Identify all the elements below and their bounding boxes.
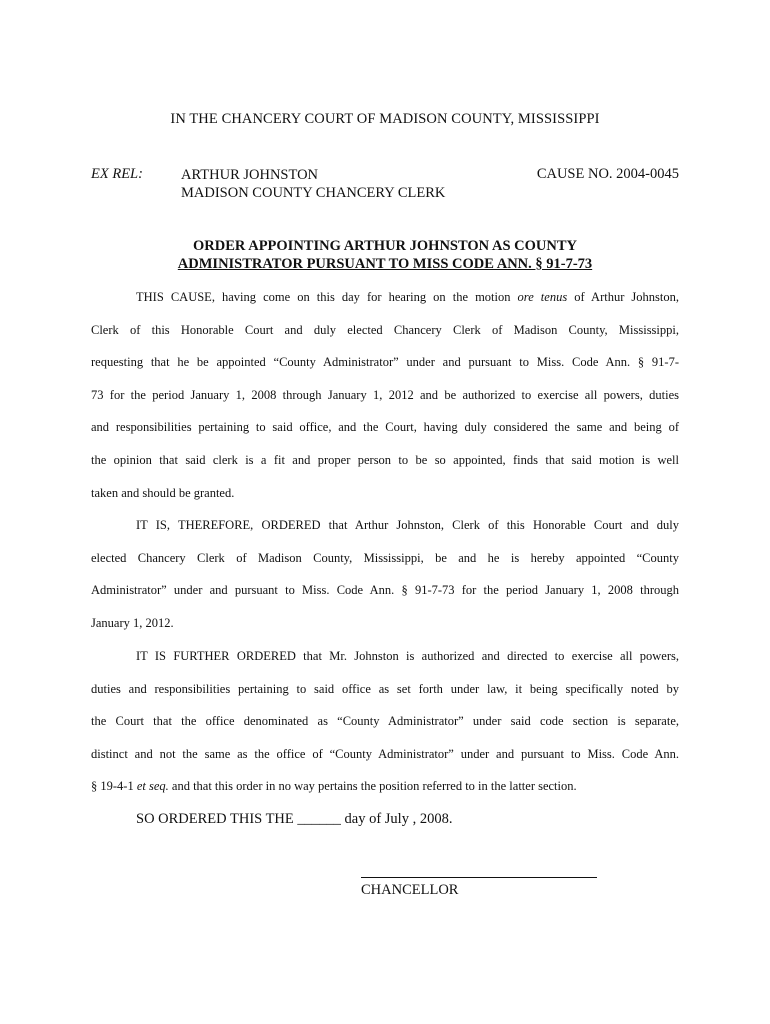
paragraph-1-line: requesting that he be appointed “County Administrator” under and pursuant to Miss. Code Ann. § 91-7-	[91, 355, 679, 370]
paragraph-3-line: § 19-4-1 et seq. and that this order in no way pertains the position referred to in the latter section.	[91, 779, 577, 794]
paragraph-3-line: duties and responsibilities pertaining to said office as set forth under law, it being specifically noted by	[91, 681, 679, 696]
signature-title: CHANCELLOR	[361, 882, 459, 898]
paragraph-2-line: IT IS, THEREFORE, ORDERED that Arthur Johnston, Clerk of this Honorable Court and duly	[136, 518, 679, 532]
so-ordered-line: SO ORDERED THIS THE ______ day of July , 2008.	[136, 811, 453, 827]
paragraph-1-line: Clerk of this Honorable Court and duly elected Chancery Clerk of Madison County, Mississippi,	[91, 322, 679, 337]
order-title	[0, 237, 770, 273]
paragraph-2-line: January 1, 2012.	[91, 615, 174, 630]
paragraph-1-line: the opinion that said clerk is a fit and proper person to be so appointed, finds that said motion is well	[91, 452, 679, 467]
party-block	[181, 166, 445, 202]
party-name: ARTHUR JOHNSTON	[181, 167, 319, 183]
paragraph-2-line: Administrator” under and pursuant to Miss. Code Ann. § 91-7-73 for the period January 1, 2008 through	[91, 583, 679, 598]
paragraph-2	[91, 509, 679, 639]
paragraph-1-line: taken and should be granted.	[91, 485, 235, 500]
ex-rel-label: EX REL:	[91, 166, 143, 182]
paragraph-1-line: and responsibilities pertaining to said office, and the Court, having duly considered the same and being of	[91, 420, 679, 435]
paragraph-3-line: IT IS FURTHER ORDERED that Mr. Johnston is authorized and directed to exercise all powers,	[136, 649, 679, 663]
ore-tenus-phrase: ore tenus	[517, 290, 568, 304]
paragraph-1	[91, 281, 679, 509]
paragraph-1-line: THIS CAUSE, having come on this day for hearing on the motion ore tenus of Arthur Johnston,	[136, 290, 680, 304]
paragraph-1-line: 73 for the period January 1, 2008 through January 1, 2012 and be authorized to exercise all powers, duties	[91, 387, 679, 402]
court-title: IN THE CHANCERY COURT OF MADISON COUNTY, MISSISSIPPI	[170, 111, 600, 127]
order-title-line-1: ORDER APPOINTING ARTHUR JOHNSTON AS COUNTY	[193, 238, 577, 254]
paragraph-3	[91, 640, 679, 803]
paragraph-2-line: elected Chancery Clerk of Madison County, Mississippi, be and he is hereby appointed “County	[91, 550, 679, 565]
cause-number: CAUSE NO. 2004-0045	[536, 166, 679, 182]
paragraph-3-line: the Court that the office denominated as “County Administrator” under said code section is separate,	[91, 714, 679, 729]
party-title: MADISON COUNTY CHANCERY CLERK	[181, 185, 446, 201]
signature-line	[361, 877, 597, 878]
et-seq-phrase: et seq.	[136, 779, 169, 794]
order-title-line-2: ADMINISTRATOR PURSUANT TO MISS CODE ANN. § 91-7-73	[177, 256, 593, 272]
paragraph-3-line: distinct and not the same as the office of “County Administrator” under and pursuant to Miss. Code Ann.	[91, 746, 679, 761]
